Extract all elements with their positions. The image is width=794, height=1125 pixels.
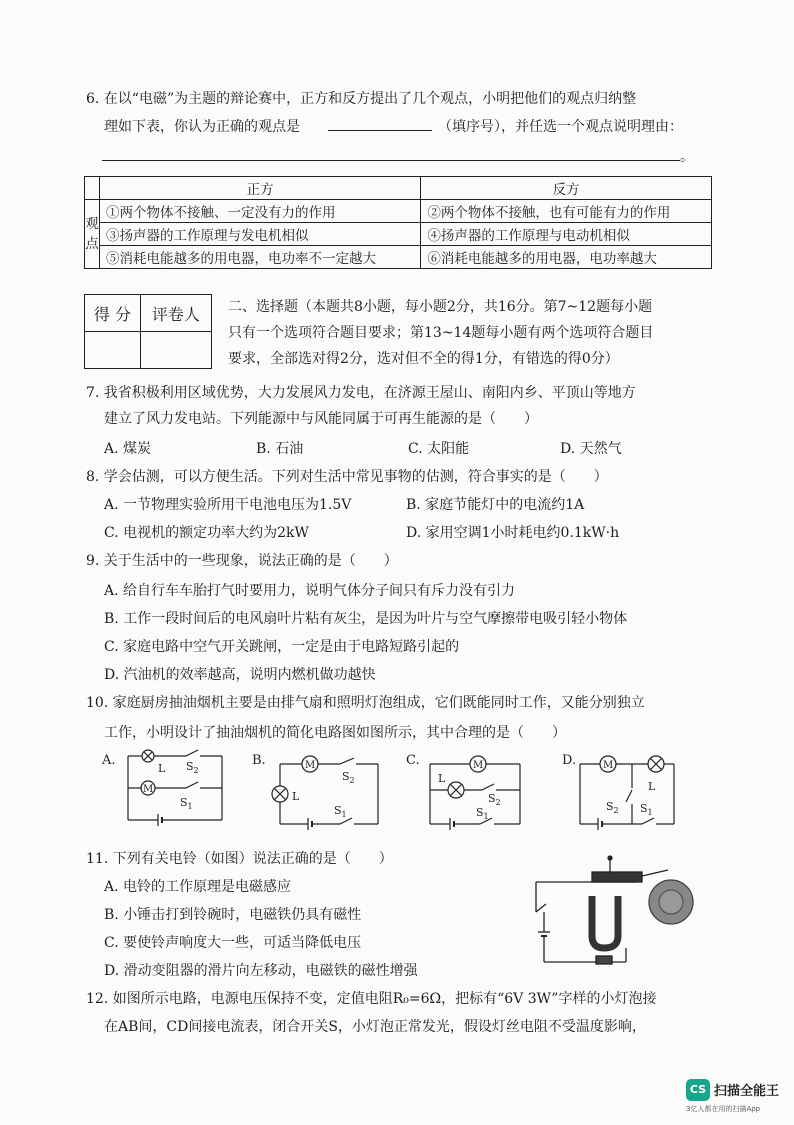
q6-line2b: （填序号），并任选一个观点说明理由：	[438, 119, 683, 135]
table-row	[85, 200, 712, 223]
section2-line3: 要求，全部选对得2分，选对但不全的得1分，有错选的得0分）	[228, 351, 619, 367]
q12-line2: 在AB间，CD间接电流表，闭合开关S，小灯泡正常发光，假设灯丝电阻不受温度影响，	[104, 1019, 646, 1035]
circuit-diagram-d	[560, 748, 700, 833]
table-header-pro: 正方	[100, 177, 421, 200]
reviewer-label: 评卷人	[140, 295, 211, 332]
q6-end-mark: 。	[680, 149, 694, 165]
svg-text:S1: $S_1$	[334, 804, 347, 819]
table-cell: ④扬声器的工作原理与电动机相似	[421, 223, 712, 246]
camscanner-tagline: 3亿人都在用的扫描App	[686, 1105, 761, 1113]
q6-line2a: 理如下表，你认为正确的观点是	[104, 119, 300, 135]
q9-option-c[interactable]: C. 家庭电路中空气开关跳闸，一定是由于电路短路引起的	[104, 639, 460, 655]
table-header-con: 反方	[421, 177, 712, 200]
table-row	[85, 246, 712, 269]
q10-line2: 工作，小明设计了抽油烟机的简化电路图如图所示，其中合理的是（ ）	[104, 725, 566, 741]
circuit-diagram-a	[100, 748, 240, 833]
q8-option-c[interactable]: C. 电视机的额定功率大约为2kW	[104, 525, 309, 541]
circuit-diagram-c	[404, 748, 544, 833]
q11-option-d[interactable]: D. 滑动变阻器的滑片向左移动，电磁铁的磁性增强	[104, 963, 418, 979]
table-cell: ③扬声器的工作原理与发电机相似	[100, 223, 421, 246]
q9-line1: 9. 关于生活中的一些现象，说法正确的是（ ）	[86, 553, 398, 569]
viewpoint-table	[84, 176, 712, 269]
q11-option-a[interactable]: A. 电铃的工作原理是电磁感应	[104, 879, 292, 895]
q7-option-b[interactable]: B. 石油	[256, 441, 304, 457]
svg-text:S2: $S_2$	[342, 770, 355, 785]
svg-text:L: L	[292, 790, 300, 803]
score-cell[interactable]	[85, 332, 141, 369]
section2-line1: 二、选择题（本题共8小题，每小题2分，共16分。第7~12题每小题	[228, 299, 653, 315]
circuit-diagram-b	[250, 748, 390, 833]
table-cell: ①两个物体不接触、一定没有力的作用	[100, 200, 421, 223]
q6-line1: 6. 在以“电磁”为主题的辩论赛中，正方和反方提出了几个观点，小明把他们的观点归纳整	[86, 91, 637, 107]
svg-text:M: M	[603, 760, 614, 771]
svg-text:M: M	[143, 784, 154, 795]
svg-text:S1: $S_1$	[476, 806, 489, 821]
q11-line1: 11. 下列有关电铃（如图）说法正确的是（ ）	[86, 851, 393, 867]
table-row	[85, 223, 712, 246]
score-box	[84, 294, 212, 369]
table-side-label: 观 点	[85, 200, 100, 269]
q7-line1: 7. 我省积极利用区域优势，大力发展风力发电，在济源王屋山、南阳内乡、平顶山等地方	[86, 385, 636, 401]
svg-text:C.: C.	[406, 753, 420, 768]
camscanner-brand: 扫描全能王	[714, 1084, 780, 1099]
table-cell: ②两个物体不接触，也有可能有力的作用	[421, 200, 712, 223]
reviewer-cell[interactable]	[140, 332, 211, 369]
electromagnet	[592, 896, 618, 948]
svg-text:A.: A.	[102, 753, 116, 768]
electric-bell-figure	[526, 852, 706, 972]
q7-option-a[interactable]: A. 煤炭	[104, 441, 152, 457]
svg-text:S2: $S_2$	[488, 792, 501, 807]
table-cell: ⑥消耗电能越多的用电器，电功率越大	[421, 246, 712, 269]
q7-option-d[interactable]: D. 天然气	[560, 441, 622, 457]
svg-text:M: M	[305, 760, 316, 771]
q9-option-d[interactable]: D. 汽油机的效率越高，说明内燃机做功越快	[104, 667, 376, 683]
q6-answer-blank[interactable]	[328, 130, 432, 131]
table-corner	[85, 177, 100, 200]
svg-text:S1: $S_1$	[640, 802, 653, 817]
q8-line1: 8. 学会估测，可以方便生活。下列对生活中常见事物的估测，符合事实的是（ ）	[86, 469, 608, 485]
svg-text:S1: $S_1$	[180, 796, 193, 811]
q6-reason-blank[interactable]	[102, 160, 680, 161]
q10-line1: 10. 家庭厨房抽油烟机主要是由排气扇和照明灯泡组成，它们既能同时工作，又能分别独立	[86, 695, 645, 711]
svg-text:L: L	[438, 772, 446, 785]
section2-line2: 只有一个选项符合题目要求；第13~14题每小题有两个选项符合题目	[228, 325, 654, 341]
camscanner-logo: CS	[686, 1079, 710, 1101]
svg-text:S2: $S_2$	[606, 800, 619, 815]
svg-text:D.: D.	[562, 753, 577, 768]
q8-option-b[interactable]: B. 家庭节能灯中的电流约1A	[406, 497, 585, 513]
svg-text:L: L	[158, 762, 166, 775]
table-cell: ⑤消耗电能越多的用电器，电功率不一定越大	[100, 246, 421, 269]
svg-text:M: M	[473, 760, 484, 771]
q12-line1: 12. 如图所示电路，电源电压保持不变，定值电阻R₀=6Ω，把标有“6V 3W”字样的小灯泡接	[86, 991, 657, 1007]
q11-option-c[interactable]: C. 要使铃声响度大一些，可适当降低电压	[104, 935, 362, 951]
q7-line2: 建立了风力发电站。下列能源中与风能同属于可再生能源的是（ ）	[104, 411, 538, 427]
q8-option-a[interactable]: A. 一节物理实验所用干电池电压为1.5V	[104, 497, 352, 513]
q11-option-b[interactable]: B. 小锤击打到铃碗时，电磁铁仍具有磁性	[104, 907, 362, 923]
q8-option-d[interactable]: D. 家用空调1小时耗电约0.1kW·h	[406, 525, 620, 541]
q9-option-b[interactable]: B. 工作一段时间后的电风扇叶片粘有灰尘，是因为叶片与空气摩擦带电吸引轻小物体	[104, 611, 628, 627]
svg-text:B.: B.	[252, 753, 266, 768]
score-label: 得 分	[85, 295, 141, 332]
svg-text:L: L	[648, 780, 656, 793]
q7-option-c[interactable]: C. 太阳能	[408, 441, 470, 457]
q9-option-a[interactable]: A. 给自行车车胎打气时要用力，说明气体分子间只有斥力没有引力	[104, 583, 516, 599]
svg-text:S2: $S_2$	[186, 760, 199, 775]
